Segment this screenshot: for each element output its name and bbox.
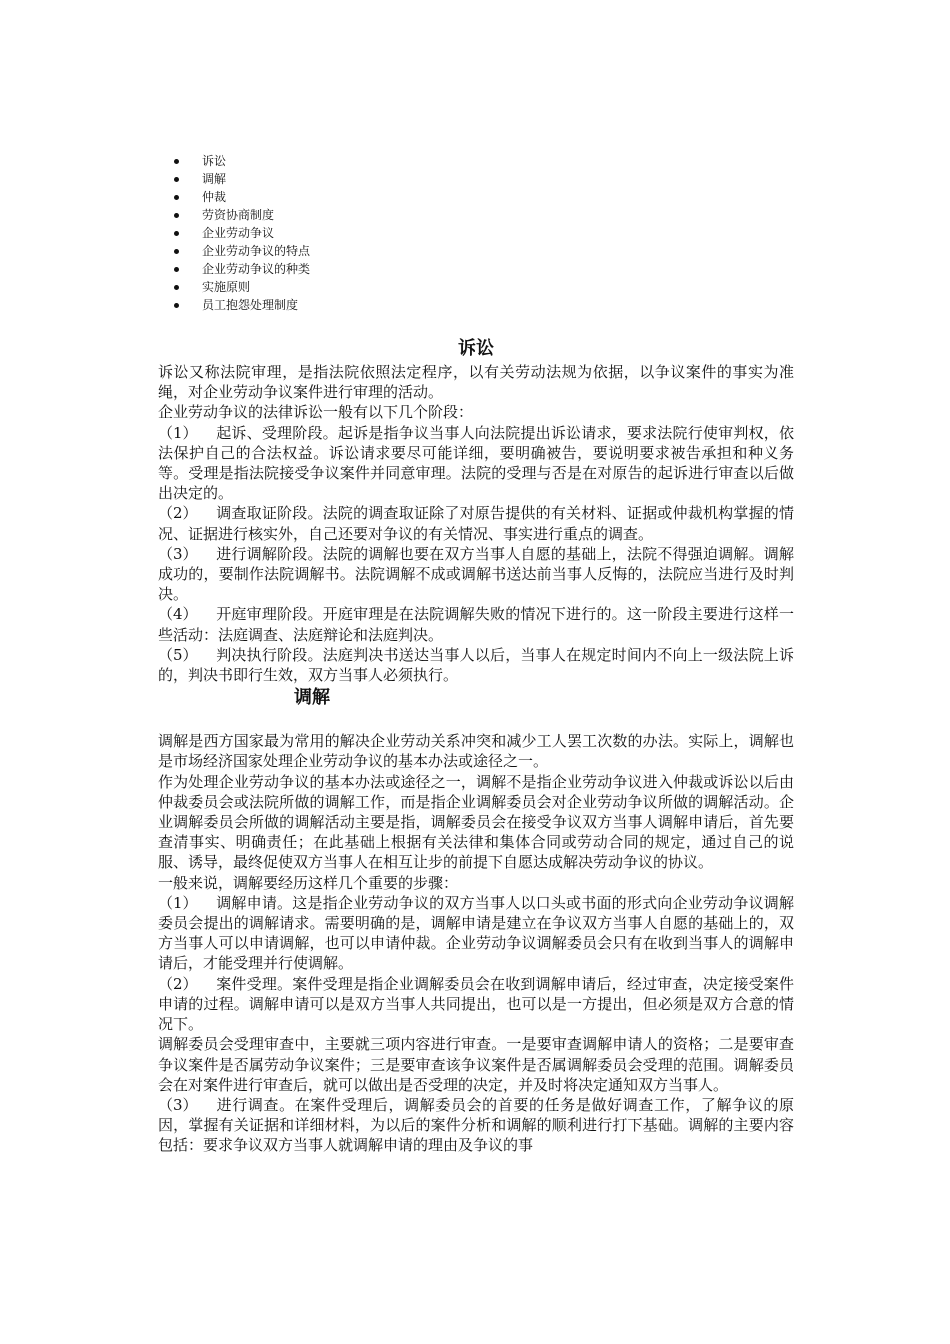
paragraph: 诉讼又称法院审理，是指法院依照法定程序，以有关劳动法规为依据，以争议案件的事实为准绳，对企业劳动争议案件进行审理的活动。: [158, 363, 794, 402]
step-number: （3）: [158, 1095, 198, 1114]
section-heading-mediation: 调解: [294, 687, 330, 709]
step-paragraph: [158, 893, 794, 974]
step-text: 案件受理。案件受理是指企业调解委员会在收到调解申请后，经过审查，决定接受案件申请的过程。调解申请可以是双方当事人共同提出，也可以是一方提出，但必须是双方合意的情况下。: [158, 974, 794, 1034]
step-number: （3）: [158, 544, 198, 563]
step-paragraph: [158, 503, 794, 543]
step-text: 调查取证阶段。法院的调查取证除了对原告提供的有关材料、证据或仲裁机构掌握的情况、证据进行核实外，自己还要对争议的有关情况、事实进行重点的调查。: [158, 504, 794, 543]
step-text: 判决执行阶段。法庭判决书送达当事人以后，当事人在规定时间内不向上一级法院上诉的，判决书即行生效，双方当事人必须执行。: [158, 645, 794, 685]
toc-item-labor-negotiation[interactable]: 劳资协商制度: [170, 206, 310, 224]
toc-item-grievance-system[interactable]: 员工抱怨处理制度: [170, 296, 310, 314]
step-number: （2）: [158, 974, 198, 993]
step-paragraph: [158, 423, 794, 504]
toc-item-mediation[interactable]: 调解: [170, 170, 310, 188]
table-of-contents: [170, 152, 310, 314]
step-paragraph: [158, 974, 794, 1035]
step-text: 起诉、受理阶段。起诉是指争议当事人向法院提出诉讼请求，要求法院行使审判权，依法保护自己的合法权益。诉讼请求要尽可能详细，要明确被告，要说明要求被告承担和种义务等。受理是指法院接受争议案件并同意审理。法院的受理与否是在对原告的起诉进行审查以后做出决定的。: [158, 423, 794, 503]
toc-item-dispute-types[interactable]: 企业劳动争议的种类: [170, 260, 310, 278]
step-number: （1）: [158, 423, 198, 442]
step-number: （5）: [158, 645, 198, 664]
step-number: （1）: [158, 893, 198, 912]
toc-item-litigation[interactable]: 诉讼: [170, 152, 310, 170]
step-paragraph: [158, 544, 794, 605]
paragraph: 调解是西方国家最为常用的解决企业劳动关系冲突和减少工人罢工次数的办法。实际上，调解也是市场经济国家处理企业劳动争议的基本办法或途径之一。: [158, 732, 794, 771]
step-text: 调解申请。这是指企业劳动争议的双方当事人以口头或书面的形式向企业劳动争议调解委员会提出的调解请求。需要明确的是，调解申请是建立在争议双方当事人自愿的基础上的，双方当事人可以申请调解，也可以申请仲裁。企业劳动争议调解委员会只有在收到当事人的调解申请后，才能受理并行使调解。: [158, 893, 794, 973]
paragraph: 调解委员会受理审查中，主要就三项内容进行审查。一是要审查调解申请人的资格；二是要审查争议案件是否属劳动争议案件；三是要审查该争议案件是否属调解委员会受理的范围。调解委员会在对案件进行审查后，就可以做出是否受理的决定，并及时将决定通知双方当事人。: [158, 1035, 794, 1094]
step-number: （4）: [158, 605, 198, 624]
toc-item-labor-dispute[interactable]: 企业劳动争议: [170, 224, 310, 242]
step-text: 进行调查。在案件受理后，调解委员会的首要的任务是做好调查工作，了解争议的原因，掌握有关证据和详细材料，为以后的案件分析和调解的顺利进行打下基础。调解的主要内容包括：要求争议双方当事人就调解申请的理由及争议的事: [158, 1095, 794, 1155]
step-paragraph: [158, 604, 794, 644]
paragraph: 作为处理企业劳动争议的基本办法或途径之一，调解不是指企业劳动争议进入仲裁或诉讼以后由仲裁委员会或法院所做的调解工作，而是指企业调解委员会对企业劳动争议所做的调解活动。企业调解委员会所做的调解活动主要是指，调解委员会在接受争议双方当事人调解申请后，首先要查清事实、明确责任；在此基础上根据有关法律和集体合同或劳动合同的规定，通过自己的说服、诱导，最终促使双方当事人在相互让步的前提下自愿达成解决劳动争议的协议。: [158, 772, 794, 872]
step-number: （2）: [158, 504, 198, 523]
toc-item-principles[interactable]: 实施原则: [170, 278, 310, 296]
section-heading-litigation: 诉讼: [458, 338, 494, 359]
step-paragraph: [158, 1095, 794, 1156]
toc-item-dispute-features[interactable]: 企业劳动争议的特点: [170, 242, 310, 260]
paragraph: 企业劳动争议的法律诉讼一般有以下几个阶段：: [158, 403, 474, 422]
step-text: 进行调解阶段。法院的调解也要在双方当事人自愿的基础上，法院不得强迫调解。调解成功的，要制作法院调解书。法院调解不成或调解书送达前当事人反悔的，法院应当进行及时判决。: [158, 544, 794, 604]
step-text: 开庭审理阶段。开庭审理是在法院调解失败的情况下进行的。这一阶段主要进行这样一些活动：法庭调查、法庭辩论和法庭判决。: [158, 605, 794, 644]
toc-item-arbitration[interactable]: 仲裁: [170, 188, 310, 206]
paragraph: 一般来说，调解要经历这样几个重要的步骤：: [158, 873, 459, 892]
document-body: [158, 336, 794, 1156]
step-paragraph: [158, 645, 794, 685]
